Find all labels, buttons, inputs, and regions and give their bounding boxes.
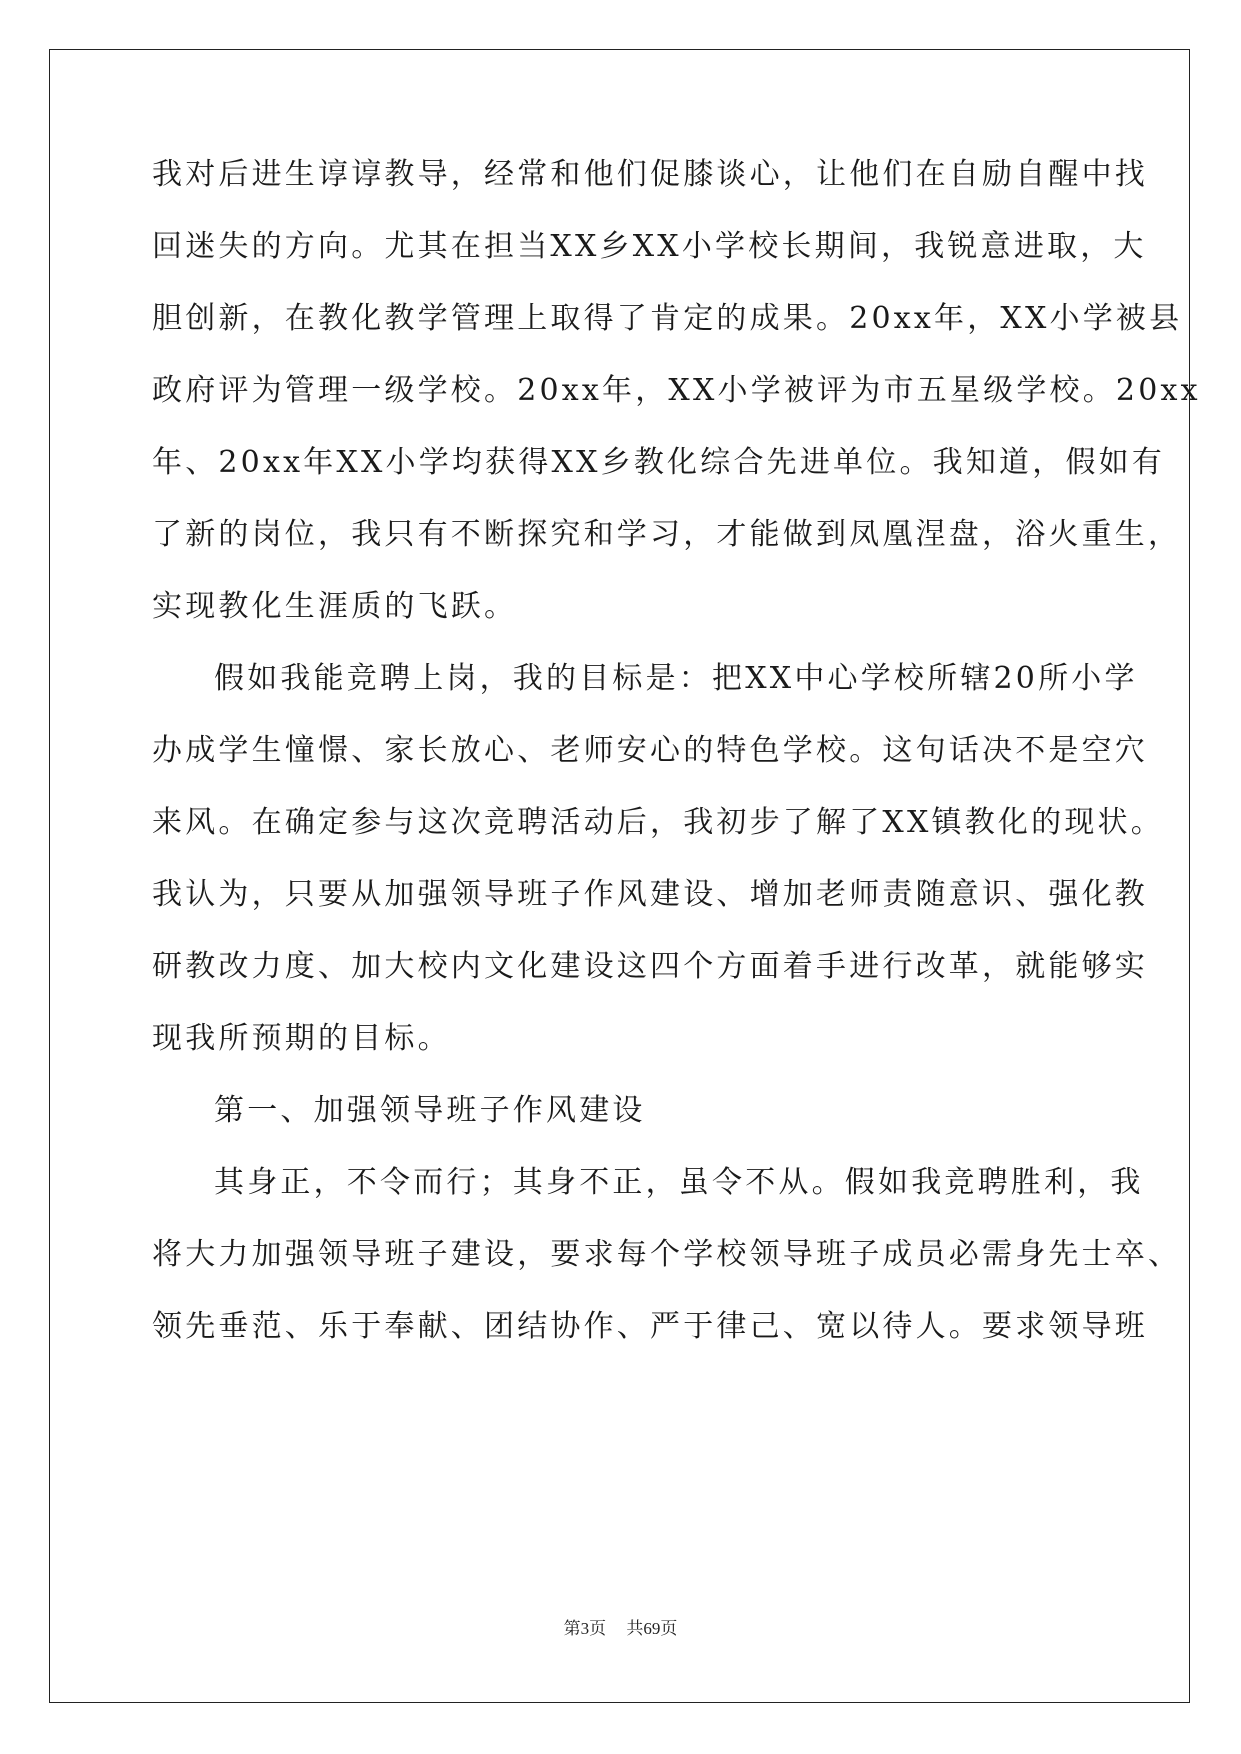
page-footer [0,1614,1241,1639]
text-line: 我对后进生谆谆教导，经常和他们促膝谈心，让他们在自励自醒中找 [152,157,1148,192]
text-line: 年、20xx年XX小学均获得XX乡教化综合先进单位。我知道，假如有 [152,445,1166,480]
text-line: 将大力加强领导班子建设，要求每个学校领导班子成员必需身先士卒、 [152,1237,1182,1272]
text-line: 现我所预期的目标。 [152,1021,451,1056]
text-line: 其身正，不令而行；其身不正，虽令不从。假如我竞聘胜利，我 [214,1165,1144,1200]
text-line: 了新的岗位，我只有不断探究和学习，才能做到凤凰涅盘，浴火重生， [152,517,1182,552]
section-heading: 第一、加强领导班子作风建设 [214,1093,646,1128]
text-line: 我认为，只要从加强领导班子作风建设、增加老师责随意识、强化教 [152,877,1148,912]
text-line: 实现教化生涯质的飞跃。 [152,589,518,624]
page-number: 第3页 [563,1619,607,1638]
text-line: 政府评为管理一级学校。20xx年，XX小学被评为市五星级学校。20xx [152,373,1201,408]
text-line: 假如我能竞聘上岗，我的目标是：把XX中心学校所辖20所小学 [214,661,1138,696]
text-line: 领先垂范、乐于奉献、团结协作、严于律己、宽以待人。要求领导班 [152,1309,1148,1344]
text-line: 胆创新，在教化教学管理上取得了肯定的成果。20xx年，XX小学被县 [152,301,1183,336]
text-line: 研教改力度、加大校内文化建设这四个方面着手进行改革，就能够实 [152,949,1148,984]
page-total: 共69页 [626,1619,678,1638]
text-line: 来风。在确定参与这次竞聘活动后，我初步了解了XX镇教化的现状。 [152,805,1164,840]
text-line: 回迷失的方向。尤其在担当XX乡XX小学校长期间，我锐意进取，大 [152,229,1147,264]
text-line: 办成学生憧憬、家长放心、老师安心的特色学校。这句话决不是空穴 [152,733,1148,768]
